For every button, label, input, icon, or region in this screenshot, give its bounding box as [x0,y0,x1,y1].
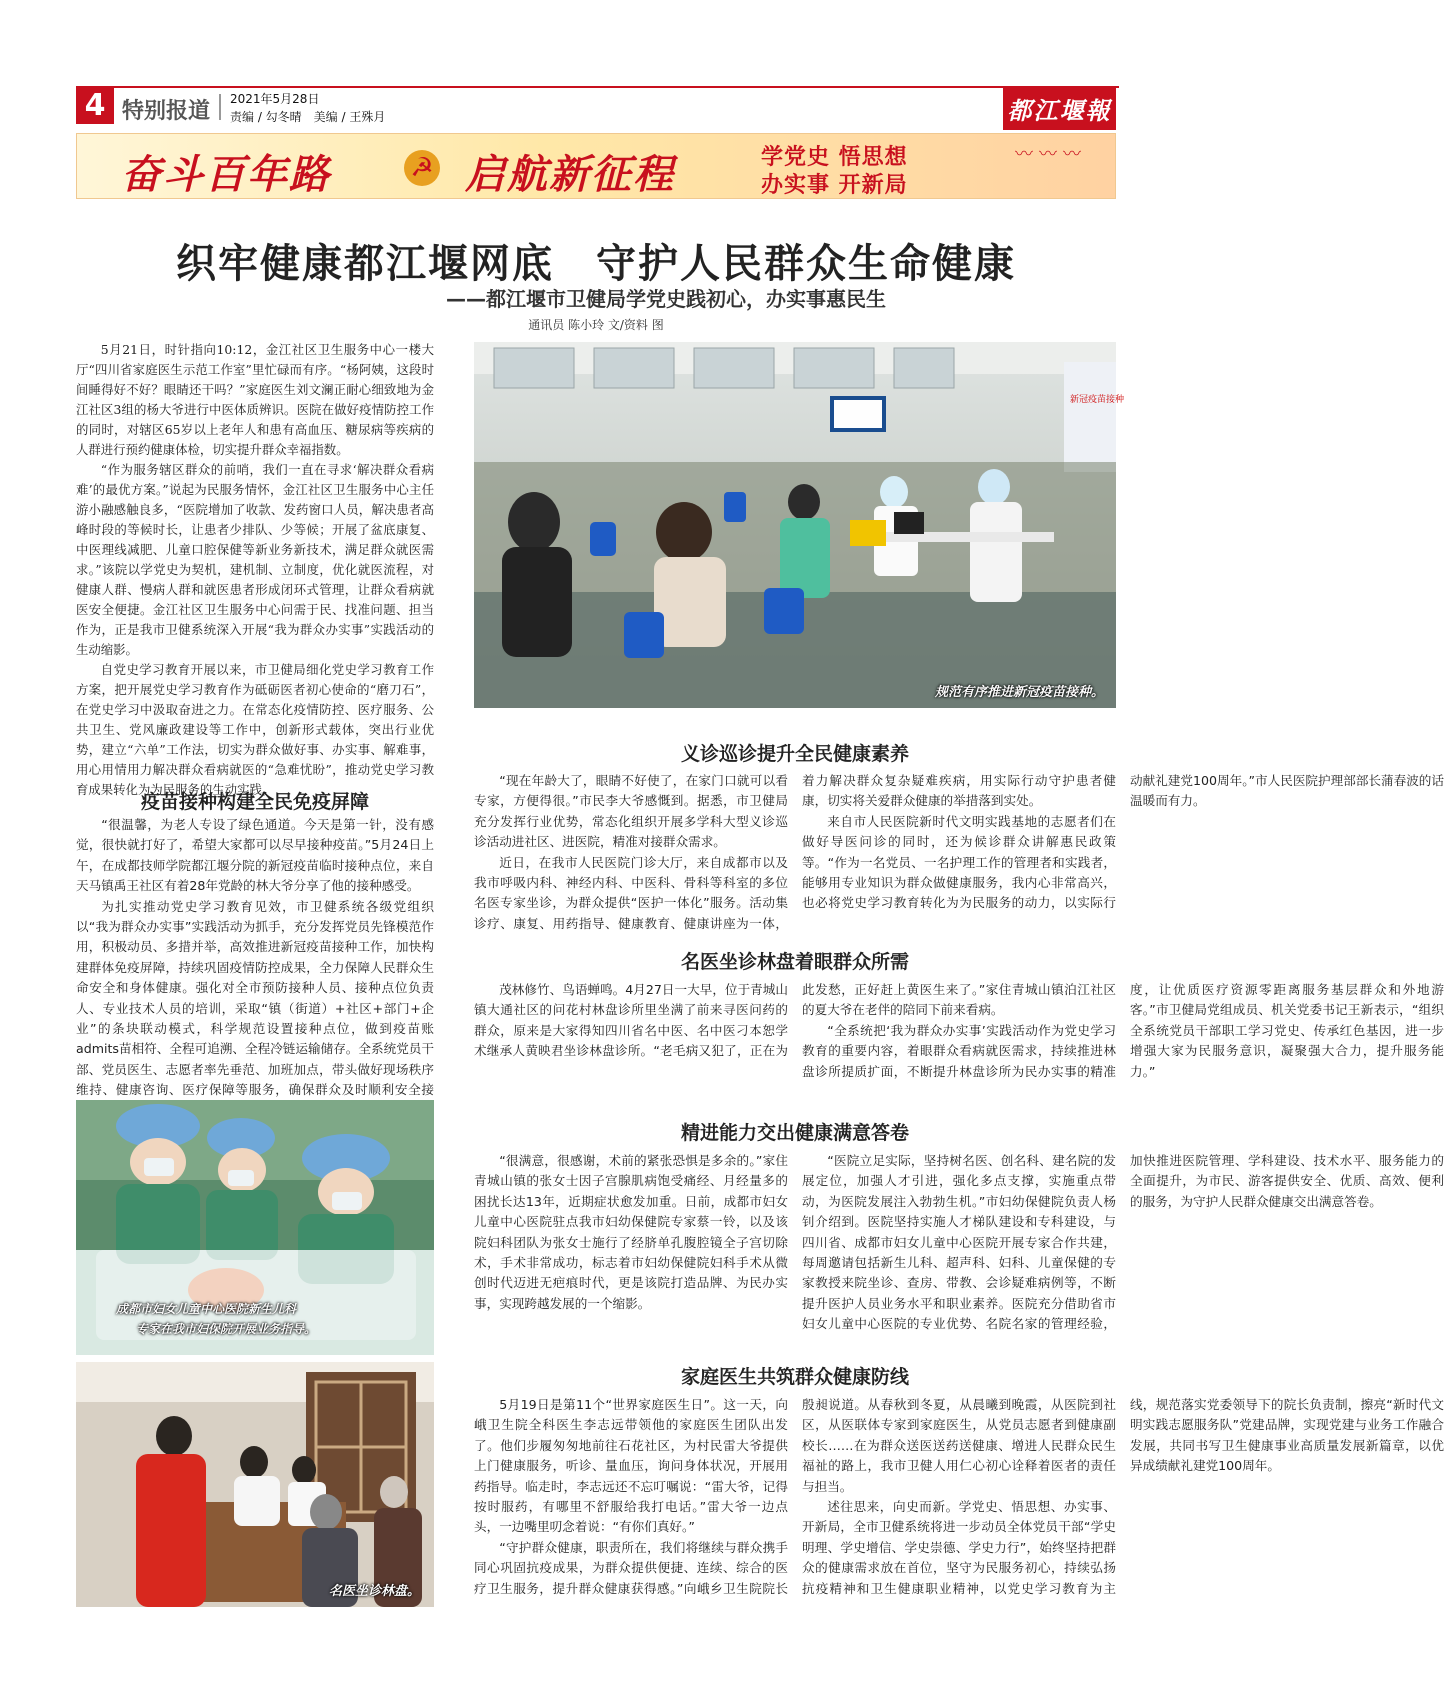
section-title: 疫苗接种构建全民免疫屏障 [140,791,369,813]
body-paragraph: “很温馨，为老人专设了绿色通道。今天是第一针，没有感觉，很快就打好了，希望大家都可以尽早接种疫苗。”5月24日上午，在成都技师学院都江堰分院的新冠疫苗临时接种点位，来自天马镇禹王社区有着28年党龄的林大爷分享了他的接种感受。 [76,817,434,894]
newborn-ward-photo [76,1100,434,1355]
section-title: 家庭医生共筑群众健康防线 [680,1366,909,1388]
banner-main-right: 启航新征程 [465,151,675,198]
body-paragraph: 为扎实推动党史学习教育见效，市卫健系统各级党组织以“我为群众办实事”实践活动为抓手，充分发挥党员先锋模范作用，积极动员、多措并举，高效推进新冠疫苗接种工作，加快构建群体免疫屏障，持续巩固疫情防控成果，全力保障人民群众生命安全和身体健康。强化对全市预防接种人员、接种点位负责人、专业技术人员的培训，采取“镇（街道）+社区+部门+企业”的条块联动模式，科学规范设置接种点位，做到疫苗账admits苗相符、全程可追溯、全程冷链运输储存。全系统党员干部、党员医生、志愿者率先垂范、加班加点，带头做好现场秩序维持、健康咨询、医疗保障等服务，确保群众及时顺利安全接 [76,898,434,1098]
capability-section-body [474,1151,1444,1346]
linpan-caption: 名医坐诊林盘。 [328,1584,420,1599]
body-paragraph: “医院立足实际，坚持树名医、创名科、建名院的发展定位，加强人才引进，强化多点支撑，实施重点带动，为医院发展注入勃勃生机。”市妇幼保健院负责人杨钊介绍到。医院坚持实施人才梯队建设和专科建设，与四川省、成都市妇女儿童中心医院开展专家合作共建，每周邀请包括新生儿科、超声科、妇科、儿童保健的专家教授来院坐诊、查房、带教、会诊疑难病例等，不断提升医护人员业务水平和职业素养。医院充分借助省市妇女儿童中心医院的专业优势、名院名家的管理经验，加快推进医院管理、学科建设、技术水平、服务能力的全面提升，为市民、游客提供安全、优质、高效、便利的服务，为守护人民群众健康交出满意答卷。 [802,1153,1444,1332]
family-doctor-section-body [474,1395,1444,1615]
banner-slogan-line1: 学党史 悟思想 [761,145,908,170]
page-number: 4 [76,86,114,124]
body-paragraph: “守护群众健康，职责所在，我们将继续与群众携手同心巩固抗疫成果，为群众提供便捷、连续、综合的医疗卫生服务，提升群众健康获得感。”向峨乡卫生院院长殷昶说道。从春秋到冬夏，从晨曦到晚霞，从医院到社区，从医联体专家到家庭医生，从党员志愿者到健康副校长……在为群众送医送药送健康、增进人民群众民生福祉的路上，我市卫健人用仁心初心诠释着医者的责任与担当。 [474,1397,1116,1596]
body-paragraph: “全系统把‘我为群众办实事’实践活动作为党史学习教育的重要内容，着眼群众看病就医需求，持续推进林盘诊所提质扩面，不断提升林盘诊所为民办实事的精准度，让优质医疗资源零距离服务基层群众和外地游客。”市卫健局党组成员、机关党委书记王新表示，“组织全系统党员干部职工学习党史、传承红色基因，进一步增强大家为民服务意识，凝聚强大合力，提升服务能力。” [802,982,1444,1079]
section-title: 名医坐诊林盘着眼群众所需 [680,951,909,973]
body-paragraph: 近日，在我市人民医院门诊大厅，来自成都市以及我市呼吸内科、神经内科、中医科、骨科等科室的多位名医专家坐诊，为群众提供“医护一体化”服务。活动集诊疗、康复、用药指导、健康教育、健康讲座为一体，着力解决群众复杂疑难疾病，用实际行动守护患者健康，切实将关爱群众健康的举措落到实处。 [474,773,1116,931]
vaccination-caption: 规范有序推进新冠疫苗接种。 [934,685,1104,700]
article-byline: 通讯员 陈小玲 文/资料 图 [528,318,664,332]
linpan-clinic-photo [76,1362,434,1607]
intro-paragraph: “作为服务辖区群众的前哨，我们一直在寻求‘解决群众看病难’的最优方案。”说起为民服务情怀，金江社区卫生服务中心主任游小融感触良多，“医院增加了收款、发药窗口人员，解决患者高峰时段的等候时长，让患者少排队、少等候；开展了盆底康复、中医理线减肥、儿童口腔保健等新业务新技术，满足群众就医需求。”该院以学党史为契机，建机制、立制度，优化就医流程，对健康人群、慢病人群和就医患者形成闭环式管理，让群众看病就医安全便捷。金江社区卫生服务中心问需于民、找准问题、担当作为，正是我市卫健系统深入开展“我为群众办实事”实践活动的生动缩影。 [76,462,434,657]
body-paragraph: 述往思来，向史而新。学党史、悟思想、办实事、开新局，全市卫健系统将进一步动员全体党员干部“学史明理、学史增信、学史崇德、学史力行”，始终坚持把群众的健康需求放在首位，坚守为民服务初心，持续弘扬抗疫精神和卫生健康职业精神，以党史学习教育为主线，规范落实党委领导下的院长负责制，擦亮“新时代文明实践志愿服务队”党建品牌，实现党建与业务工作融合发展，共同书写卫生健康事业高质量发展新篇章，以优异成绩献礼建党100周年。 [802,1397,1444,1596]
body-paragraph: “现在年龄大了，眼睛不好使了，在家门口就可以看专家，方便得很。”市民李大爷感慨到。据悉，市卫健局充分发挥行业优势，常态化组织开展多学科大型义诊巡诊活动进社区、进医院，精准对接群众需求。 [474,773,788,850]
header-rule [76,86,1119,88]
editors-credit: 责编 / 勾冬晴 美编 / 王殊月 [230,110,386,124]
party-emblem-icon: ☭ [404,150,440,186]
linpan-section-body [474,980,1444,1102]
banner-main-left: 奋斗百年路 [121,151,331,198]
body-paragraph: “很满意，很感谢，术前的紧张恐惧是多余的。”家住青城山镇的张女士因子宫腺肌病饱受痛经、月经量多的困扰长达13年，近期症状愈发加重。日前，成都市妇女儿童中心医院驻点我市妇幼保健院专家蔡一铃，以及该院妇科团队为张女士施行了经脐单孔腹腔镜全子宫切除术，手术非常成功，标志着市妇幼保健院妇科手术从微创时代迈进无疤痕时代，更是该院打造品牌、为民办实事，实现跨越发展的一个缩影。 [474,1153,788,1311]
article-subheadline: ——都江堰市卫健局学党史践初心，办实事惠民生 [446,287,886,311]
issue-date: 2021年5月28日 [230,92,320,106]
screen-text: 新冠疫苗接种 [1070,395,1125,405]
intro-paragraph: 5月21日，时针指向10:12，金江社区卫生服务中心一楼大厅“四川省家庭医生示范工作室”里忙碌而有序。“杨阿姨，这段时间睡得好不好？眼睛还干吗？”家庭医生刘文澜正耐心细致地为金江社区3组的杨大爷进行中医体质辨识。医院在做好疫情防控工作的同时，对辖区65岁以上老年人和患有高血压、糖尿病等疾病的人群进行预约健康体检，切实提升群众幸福指数。 [76,342,434,457]
doves-icon: 〰〰〰 [1015,144,1087,165]
theme-banner [76,133,1116,199]
intro-paragraph: 自党史学习教育开展以来，市卫健局细化党史学习教育工作方案，把开展党史学习教育作为砥砺医者初心使命的“磨刀石”，在党史学习中汲取奋进之力。在常态化疫情防控、医疗服务、公共卫生、党风廉政建设等工作中，创新形式载体，突出行业优势，建立“六单”工作法，切实为群众做好事、办实事、解难事，用心用情用力解决群众看病就医的“急难忧盼”，推动党史学习教育成果转化为为民服务的生动实践。 [76,662,434,797]
body-paragraph: 5月19日是第11个“世界家庭医生日”。这一天，向峨卫生院全科医生李志远带领他的家庭医生团队出发了。他们步履匆匆地前往石花社区，为村民雷大爷提供上门健康服务，听诊、量血压，询问身体状况，开展用药指导。临走时，李志远还不忘叮嘱说：“雷大爷，记得按时服药，有哪里不舒服给我打电话。”雷大爷一边点头，一边嘴里叨念着说：“有你们真好。” [474,1397,788,1535]
body-paragraph: 来自市人民医院新时代文明实践基地的志愿者们在做好导医问诊的同时，还为候诊群众讲解惠民政策等。“作为一名党员、一名护理工作的管理者和实践者，能够用专业知识为群众做健康服务，我内心非常高兴，也必将党史学习教育转化为为民服务的动力，以实际行动献礼建党100周年。”市人民医院护理部部长蒲春波的话温暖而有力。 [802,773,1444,911]
section-title: 义诊巡诊提升全民健康素养 [680,743,909,765]
section-name: 特别报道 [122,99,211,124]
newborn-caption-line1: 成都市妇女儿童中心医院新生儿科 [116,1302,297,1316]
header-divider [219,94,221,120]
newspaper-logo: 都江堰報 [1003,86,1116,130]
banner-slogan-line2: 办实事 开新局 [761,173,908,198]
body-paragraph: 茂林修竹、鸟语蝉鸣。4月27日一大早，位于青城山镇大通社区的问花村林盘诊所里坐满了前来寻医问药的群众，原来是大家得知四川省名中医、名中医刁本恕学术继承人黄映君坐诊林盘诊所。“老毛病又犯了，正在为此发愁，正好赶上黄医生来了。”家住青城山镇泊江社区的夏大爷在老伴的陪同下前来看病。 [474,982,1116,1059]
vaccine-section-body [76,815,434,1098]
article-headline: 织牢健康都江堰网底 守护人民群众生命健康 [176,240,1016,287]
section-title: 精进能力交出健康满意答卷 [680,1122,909,1144]
intro-column [76,340,434,797]
vaccination-photo [474,342,1125,708]
clinic-section-body [474,771,1444,951]
newborn-caption-line2: 专家在我市妇保院开展业务指导。 [136,1322,317,1336]
